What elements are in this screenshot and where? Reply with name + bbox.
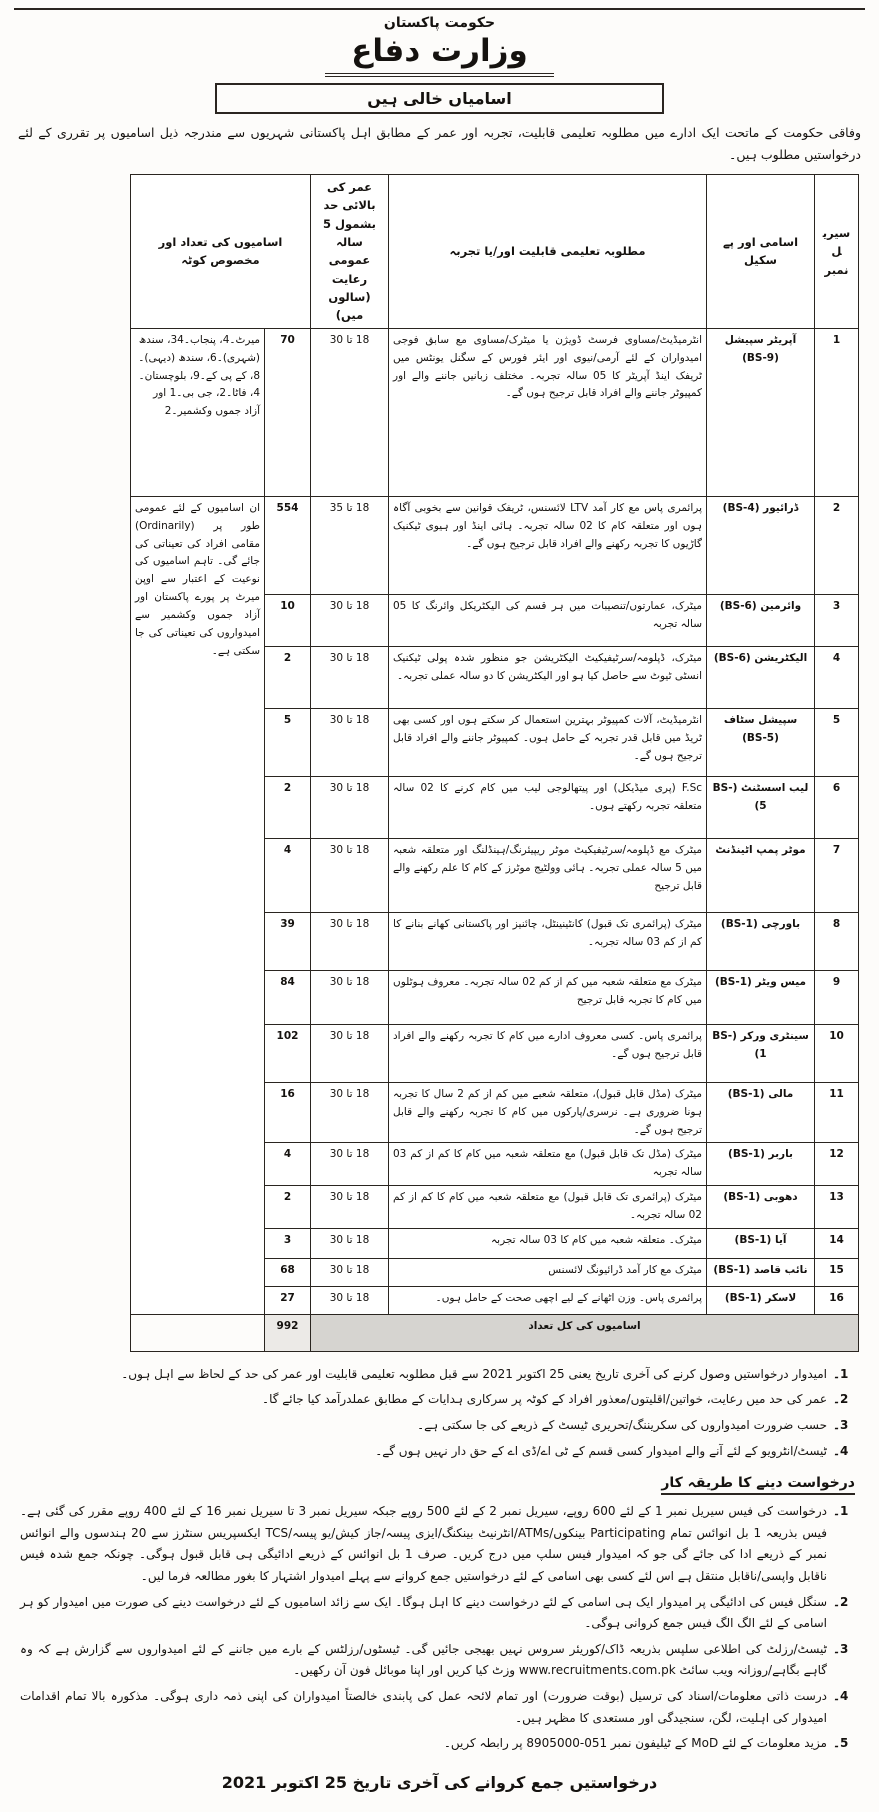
count-cell: 2: [265, 646, 311, 708]
post-name: لاسکر: [765, 1291, 797, 1304]
post-name: آپریٹر سپیشل: [724, 333, 797, 346]
col-header-count-quota: اسامیوں کی تعداد اور مخصوص کوٹہ: [130, 174, 310, 328]
serial-cell: 16: [815, 1286, 859, 1314]
procedure-item: [20, 1686, 859, 1729]
serial-cell: 7: [815, 838, 859, 912]
post-cell: [707, 1186, 815, 1229]
serial-cell: 4: [815, 646, 859, 708]
post-name: باورچی: [761, 917, 801, 930]
count-cell: 27: [265, 1286, 311, 1314]
serial-cell: 8: [815, 912, 859, 970]
post-scale: (BS-1): [713, 1263, 751, 1276]
count-cell: 16: [265, 1082, 311, 1143]
post-name: الیکٹریشن: [754, 651, 808, 664]
note-item: [20, 1441, 859, 1463]
qualification-cell: انٹرمیڈیٹ/مساوی فرسٹ ڈویژن یا میٹرک/مساوی مع سابق فوجی امیدواران کے لئے آرمی/نیوی اور ایئر فورس کے سگنل یونٹس میں ٹریفک اینڈ آپریٹر کا 05 سالہ تجربہ۔ مختلف زبانیں جاننے والے اور کمپیوٹر جاننے والے افراد قابل ترجیح ہوں گے۔: [389, 328, 707, 496]
serial-cell: 6: [815, 776, 859, 838]
post-name: موٹر پمپ اٹینڈنٹ: [715, 843, 806, 856]
note-number: 3۔: [833, 1417, 849, 1432]
post-name: سپیشل سٹاف: [723, 713, 798, 726]
age-cell: 18 تا 30: [311, 1082, 389, 1143]
serial-cell: 12: [815, 1143, 859, 1186]
deadline-footer: درخواستیں جمع کروانے کی آخری تاریخ 25 اکتوبر 2021: [221, 1772, 658, 1792]
procedure-heading-wrap: [20, 1472, 855, 1495]
vacancy-banner: اسامیاں خالی ہیں: [215, 83, 664, 114]
post-cell: [707, 1258, 815, 1286]
age-cell: 18 تا 30: [311, 1024, 389, 1082]
qualification-cell: میٹرک۔ متعلقہ شعبہ میں کام کا 03 سالہ تجربہ: [389, 1228, 707, 1258]
post-name: آیا: [775, 1233, 787, 1246]
post-scale: (BS-5): [712, 781, 767, 812]
procedure-text: سنگل فیس کی ادائیگی پر امیدوار ایک ہی اسامی کے لئے درخواست دینے کا اہل ہوگا۔ ایک سے زائد اسامیوں کے لئے درخواست دینے کی صورت میں امیدوار کو ہر اسامی کے لئے الگ الگ فیس جمع کروانی ہوگی۔: [20, 1594, 827, 1631]
post-cell: [707, 646, 815, 708]
serial-cell: 5: [815, 708, 859, 776]
post-cell: [707, 970, 815, 1024]
procedure-list: [20, 1501, 859, 1755]
age-cell: 18 تا 30: [311, 708, 389, 776]
note-number: 1۔: [833, 1366, 849, 1381]
serial-cell: 3: [815, 594, 859, 646]
post-cell: [707, 912, 815, 970]
post-scale: (BS-5): [742, 731, 779, 744]
side-note-cell: ان اسامیوں کے لئے عمومی طور پر (Ordinarily) مقامی افراد کی تعیناتی کی جائے گی۔ تاہم اسامیوں کی نوعیت کے اعتبار سے اوپن میرٹ پر پورے پاکستان اور آزاد جموں وکشمیر سے امیدواروں کی تعیناتی کی جا سکتی ہے۔: [130, 496, 264, 1314]
count-cell: 2: [265, 776, 311, 838]
total-empty-cell: [130, 1314, 264, 1351]
age-cell: 18 تا 30: [311, 838, 389, 912]
age-cell: 18 تا 30: [311, 1143, 389, 1186]
count-cell: 554: [265, 496, 311, 594]
procedure-number: 1۔: [833, 1504, 849, 1519]
qualification-cell: میٹرک (مڈل قابل قبول)، متعلقہ شعبے میں کم از کم 2 سال کا تجربہ ہونا ضروری ہے۔ نرسری/پارکوں میں کام کا تجربہ رکھنے والے قابل ترجیح ہوں گے۔: [389, 1082, 707, 1143]
age-cell: 18 تا 30: [311, 970, 389, 1024]
qualification-cell: پرائمری پاس مع کار آمد LTV لائسنس، ٹریفک قوانین سے بخوبی آگاہ ہوں اور متعلقہ کام کا 02 سالہ تجربہ۔ ہائی اینڈ اور ہیوی ٹیکنیک گاڑیوں کا تجربہ رکھنے والے افراد قابل ترجیح ہوں گے۔: [389, 496, 707, 594]
qualification-cell: میٹرک (مڈل تک قابل قبول) مع متعلقہ شعبہ میں کام کا کم از کم 03 سالہ تجربہ: [389, 1143, 707, 1186]
post-cell: [707, 838, 815, 912]
count-cell: 84: [265, 970, 311, 1024]
ministry-title: وزارت دفاع: [325, 33, 554, 77]
qualification-cell: میٹرک، عمارتوں/تنصیبات میں ہر قسم کی الیکٹریکل وائرنگ کا 05 سالہ تجربہ: [389, 594, 707, 646]
age-cell: 18 تا 30: [311, 328, 389, 496]
note-text: امیدوار درخواستیں وصول کرنے کی آخری تاریخ یعنی 25 اکتوبر 2021 سے قبل مطلوبہ تعلیمی قابلیت اور عمر کی حد کے لحاظ سے اہل ہوں۔: [121, 1366, 827, 1381]
count-cell: 3: [265, 1228, 311, 1258]
count-cell: 10: [265, 594, 311, 646]
post-scale: (BS-6): [719, 599, 757, 612]
age-cell: 18 تا 30: [311, 1228, 389, 1258]
age-cell: 18 تا 30: [311, 646, 389, 708]
post-name: مالی: [768, 1087, 794, 1100]
col-header-post: اسامی اور پے سکیل: [707, 174, 815, 328]
count-cell: 4: [265, 838, 311, 912]
count-cell: 39: [265, 912, 311, 970]
post-scale: (BS-1): [712, 1029, 767, 1060]
note-item: [20, 1389, 859, 1411]
count-cell: 102: [265, 1024, 311, 1082]
note-text: حسب ضرورت امیدواروں کی سکریننگ/تحریری ٹیسٹ کے ذریعے کی جا سکتی ہے۔: [417, 1417, 827, 1432]
post-name: سینٹری ورکر: [740, 1029, 809, 1042]
notes-list: [20, 1364, 859, 1462]
vacancy-table: [130, 174, 859, 1352]
serial-cell: 15: [815, 1258, 859, 1286]
count-cell: 4: [265, 1143, 311, 1186]
post-cell: [707, 1082, 815, 1143]
quota-cell: میرٹ۔4، پنجاب۔34، سندھ (شہری)۔6، سندھ (دیہی)۔8، کے پی کے۔9، بلوچستان۔4، فاٹا۔2، جی بی۔1 اور آزاد جموں وکشمیر۔2: [130, 328, 264, 496]
post-scale: (BS-1): [728, 1148, 765, 1161]
procedure-item: [20, 1501, 859, 1587]
table-header-row: [130, 174, 858, 328]
procedure-item: [20, 1592, 859, 1635]
qualification-cell: میٹرک (پرائمری تک قبول) کانٹینینٹل، چائنیز اور پاکستانی کھانے بنانے کا کم از کم 03 سالہ تجربہ۔: [389, 912, 707, 970]
qualification-cell: پرائمری پاس۔ کسی معروف ادارے میں کام کا تجربہ رکھنے والے افراد قابل ترجیح ہوں گے۔: [389, 1024, 707, 1082]
age-cell: 18 تا 30: [311, 1258, 389, 1286]
serial-cell: 2: [815, 496, 859, 594]
post-scale: (BS-1): [714, 975, 752, 988]
procedure-text: ٹیسٹ/رزلٹ کی اطلاعی سلپس بذریعہ ڈاک/کوریئر سروس نہیں بھیجی جائیں گی۔ ٹیسٹوں/رزلٹس کے بارے میں جاننے کے لئے امیدواروں سے گزارش ہے کہ وہ گاہے بگاہے/روزانہ ویب سائٹ www.recruitments.com.pk وزٹ کیا کریں اور اپنا موبائل فون آن رکھیں۔: [20, 1641, 827, 1678]
post-name: لیب اسسٹنٹ: [741, 781, 809, 794]
qualification-cell: پرائمری پاس۔ وزن اٹھانے کے لیے اچھی صحت کے حامل ہوں۔: [389, 1286, 707, 1314]
post-scale: (BS-4): [722, 501, 760, 514]
col-header-age: عمر کی بالائی حد بشمول 5 سالہ عمومی رعایت (سالوں میں): [311, 174, 389, 328]
serial-cell: 11: [815, 1082, 859, 1143]
qualification-cell: انٹرمیڈیٹ، آلات کمپیوٹر بہترین استعمال کر سکتے ہوں اور کسی بھی ٹریڈ میں قابل قدر تجربہ کے حامل ہوں۔ کمپیوٹر جاننے والے افراد قابل ترجیح ہوں گے۔: [389, 708, 707, 776]
col-header-serial: سیریل نمبر: [815, 174, 859, 328]
procedure-number: 5۔: [833, 1736, 849, 1751]
count-cell: 68: [265, 1258, 311, 1286]
procedure-heading: درخواست دینے کا طریقہ کار: [661, 1475, 855, 1495]
col-header-qualification: مطلوبہ تعلیمی قابلیت اور/یا تجربہ: [389, 174, 707, 328]
procedure-text: درست ذاتی معلومات/اسناد کی ترسیل (بوقت ضرورت) اور تمام لائحہ عمل کی پابندی خالصتاً امیدواران کی اپنی ذمہ داری ہوگی۔ مذکورہ بالا تمام اقدامات امیدوار کی اہلیت، لگن، سنجیدگی اور مستعدی کا مظہر ہیں۔: [20, 1688, 827, 1725]
post-cell: [707, 708, 815, 776]
table-row: [130, 496, 858, 594]
total-label: اسامیوں کی کل تعداد: [311, 1314, 859, 1351]
post-name: ڈرائیور: [763, 501, 799, 514]
intro-text: وفاقی حکومت کے ماتحت ایک ادارے میں مطلوبہ تعلیمی قابلیت، تجربہ اور عمر کے مطابق اہل پاکستانی شہریوں سے مندرجہ ذیل اسامیوں پر تقرری کے لئے درخواستیں مطلوب ہیں۔: [18, 125, 861, 162]
procedure-item: [20, 1639, 859, 1682]
post-cell: [707, 328, 815, 496]
age-cell: 18 تا 35: [311, 496, 389, 594]
ministry-title-wrap: [14, 33, 865, 77]
qualification-cell: میٹرک، ڈپلومہ/سرٹیفیکیٹ الیکٹریشن جو منظور شدہ پولی ٹیکنیک انسٹی ٹیوٹ سے حاصل کیا ہو اور الیکٹریشن کا دو سالہ عملی تجربہ۔: [389, 646, 707, 708]
table-row: [130, 328, 858, 496]
serial-cell: 10: [815, 1024, 859, 1082]
serial-cell: 1: [815, 328, 859, 496]
post-scale: (BS-1): [720, 917, 758, 930]
post-cell: [707, 776, 815, 838]
post-name: دھوبی: [763, 1191, 798, 1204]
note-number: 2۔: [833, 1392, 849, 1407]
qualification-cell: میٹرک (پرائمری تک قابل قبول) مع متعلقہ شعبہ میں کام کا کم از کم 02 سالہ تجربہ۔: [389, 1186, 707, 1229]
age-cell: 18 تا 30: [311, 912, 389, 970]
procedure-number: 2۔: [833, 1594, 849, 1609]
post-cell: [707, 1228, 815, 1258]
procedure-item: [20, 1733, 859, 1755]
procedure-number: 4۔: [833, 1688, 849, 1703]
post-cell: [707, 1286, 815, 1314]
note-text: ٹیسٹ/انٹرویو کے لئے آنے والے امیدوار کسی قسم کے ٹی اے/ڈی اے کے حق دار نہیں ہوں گے۔: [375, 1443, 827, 1458]
serial-cell: 13: [815, 1186, 859, 1229]
qualification-cell: میٹرک مع کار آمد ڈرائیونگ لائسنس: [389, 1258, 707, 1286]
age-cell: 18 تا 30: [311, 776, 389, 838]
count-cell: 70: [265, 328, 311, 496]
post-name: وائرمین: [760, 599, 802, 612]
post-scale: (BS-9): [742, 351, 779, 364]
count-cell: 2: [265, 1186, 311, 1229]
note-item: [20, 1364, 859, 1386]
note-text: عمر کی حد میں رعایت، خواتین/اقلیتوں/معذور افراد کے کوٹہ پر سرکاری ہدایات کے مطابق عملدرآمد کیا جائے گا۔: [262, 1392, 827, 1407]
note-item: [20, 1415, 859, 1437]
post-name: میس ویٹر: [755, 975, 807, 988]
procedure-text: درخواست کی فیس سیریل نمبر 1 کے لئے 600 روپے، سیریل نمبر 2 کے لئے 500 روپے جبکہ سیریل نمبر 3 تا سیریل نمبر 16 کے لئے 400 روپے مقرر کی گئی ہے۔ فیس بذریعہ 1 بل انوائس تمام Participating بینکوں/ATMs/انٹرنیٹ بینکنگ/ایزی پیسہ/جاز کیش/یو پیسہ/TCS ایکسپریس سنٹرز سے 20 ہندسوں والے انوائس نمبر کے ذریعے ادا کی جائے گی جو کہ امیدوار فیس سلپ میں درج کریں۔ صرف 1 بل انوائس کے ذریعے ادائیگی ہی قابل قبول ہوگی۔ چونکہ جمع شدہ فیس ناقابل واپسی/ناقابل منتقل ہے اس لئے کسی بھی اسامی کے لئے درخواستیں جمع کروانے سے پہلے امیدوار اشتہار کا بغور مطالعہ فرما لیں۔: [20, 1504, 828, 1583]
note-number: 4۔: [833, 1443, 849, 1458]
qualification-cell: میٹرک مع ڈپلومہ/سرٹیفیکیٹ موٹر ریپیئرنگ/ہینڈلنگ اور متعلقہ شعبہ میں 5 سالہ عملی تجربہ۔ ہائی وولٹیج موٹرز کے کام کا علم رکھنے والے قابل ترجیح: [389, 838, 707, 912]
serial-cell: 14: [815, 1228, 859, 1258]
post-name: باربر: [768, 1148, 793, 1161]
post-cell: [707, 594, 815, 646]
vacancy-banner-wrap: [14, 83, 865, 114]
post-scale: (BS-1): [734, 1233, 772, 1246]
qualification-cell: میٹرک مع متعلقہ شعبہ میں کم از کم 02 سالہ تجربہ۔ معروف ہوٹلوں میں کام کا تجربہ قابل ترجیح: [389, 970, 707, 1024]
post-scale: (BS-1): [727, 1087, 765, 1100]
age-cell: 18 تا 30: [311, 594, 389, 646]
age-cell: 18 تا 30: [311, 1286, 389, 1314]
post-scale: (BS-1): [723, 1191, 761, 1204]
procedure-number: 3۔: [833, 1641, 849, 1656]
total-value: 992: [265, 1314, 311, 1351]
total-row: [130, 1314, 858, 1351]
top-rule: [14, 8, 865, 10]
age-cell: 18 تا 30: [311, 1186, 389, 1229]
count-cell: 5: [265, 708, 311, 776]
government-title: حکومت پاکستان: [383, 15, 496, 31]
post-name: نائب قاصد: [753, 1263, 808, 1276]
qualification-cell: F.Sc (پری میڈیکل) اور پیتھالوجی لیب میں کام کرنے کا 02 سالہ متعلقہ تجربہ رکھتے ہوں۔: [389, 776, 707, 838]
post-cell: [707, 1143, 815, 1186]
post-scale: (BS-6): [713, 651, 751, 664]
procedure-text: مزید معلومات کے لئے MoD کے ٹیلیفون نمبر 051-8905000 پر رابطہ کریں۔: [443, 1736, 827, 1751]
post-cell: [707, 1024, 815, 1082]
serial-cell: 9: [815, 970, 859, 1024]
post-scale: (BS-1): [724, 1291, 762, 1304]
post-cell: [707, 496, 815, 594]
